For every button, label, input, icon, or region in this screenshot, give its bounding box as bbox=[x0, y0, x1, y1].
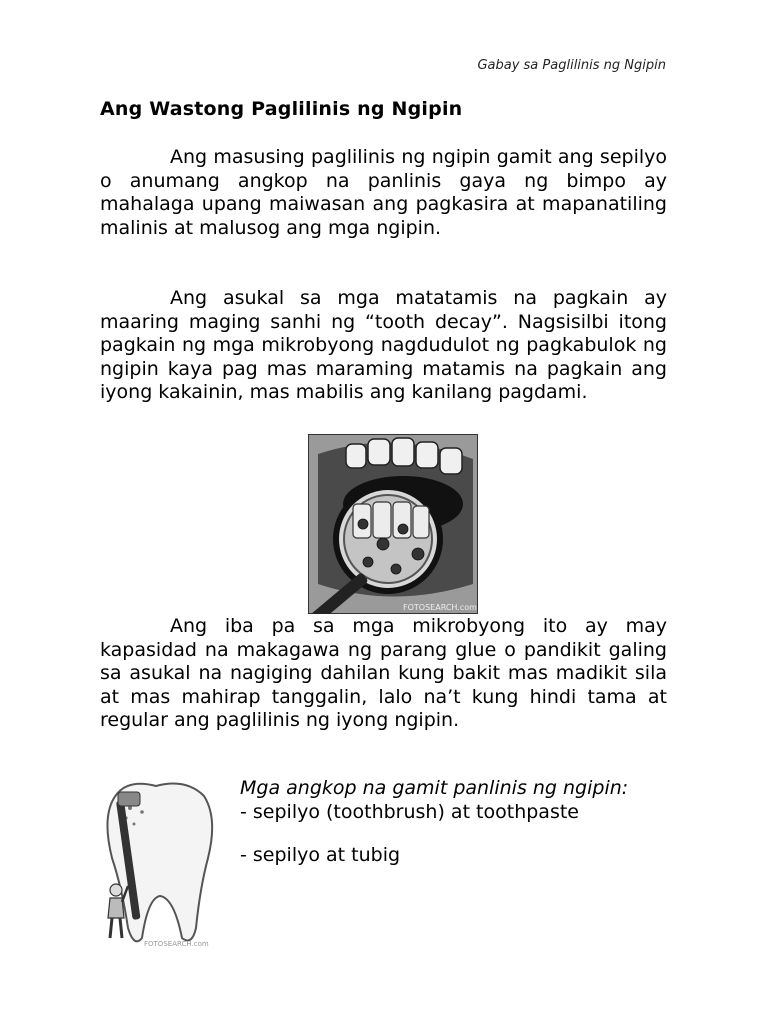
magnifier-watermark: FOTOSEARCH.com bbox=[403, 603, 477, 612]
list-item: - sepilyo at tubig bbox=[240, 844, 401, 866]
paragraph-2: Ang asukal sa mga matatamis na pagkain ay maaring maging sanhi ng “tooth decay”. Nagsisilbi itong pagkain ng mga mikrobyong nagdudulot ng pagkabulok ng ngipin kaya pag mas maraming matamis na pagkain ang iyong kakainin, mas mabilis ang kanilang pagdami. bbox=[100, 287, 667, 403]
paragraph-3: Ang iba pa sa mga mikrobyong ito ay may kapasidad na makagawa ng parang glue o pandikit galing sa asukal na nagiging dahilan kung bakit mas madikit sila at mas mahirap tanggalin, lalo na’t kung hindi tama at regular ang paglilinis ng iyong ngipin. bbox=[100, 615, 667, 731]
tooth-watermark: FOTOSEARCH.com bbox=[144, 940, 209, 948]
list-title: Mga angkop na gamit panlinis ng ngipin: bbox=[240, 777, 629, 799]
cleaning-tools-list bbox=[240, 777, 670, 868]
running-header: Gabay sa Paglilinis ng Ngipin bbox=[477, 58, 666, 73]
paragraph-1: Ang masusing paglilinis ng ngipin gamit ang sepilyo o anumang angkop na panlinis gaya ng bimpo ay mahalaga upang maiwasan ang pagkasira at mapanatiling malinis at malusog ang mga ngipin. bbox=[100, 146, 667, 239]
magnifier-teeth-illustration bbox=[308, 434, 478, 614]
document-title: Ang Wastong Paglilinis ng Ngipin bbox=[100, 98, 463, 120]
list-item: - sepilyo (toothbrush) at toothpaste bbox=[240, 800, 579, 823]
tooth-brushing-illustration bbox=[96, 778, 220, 950]
